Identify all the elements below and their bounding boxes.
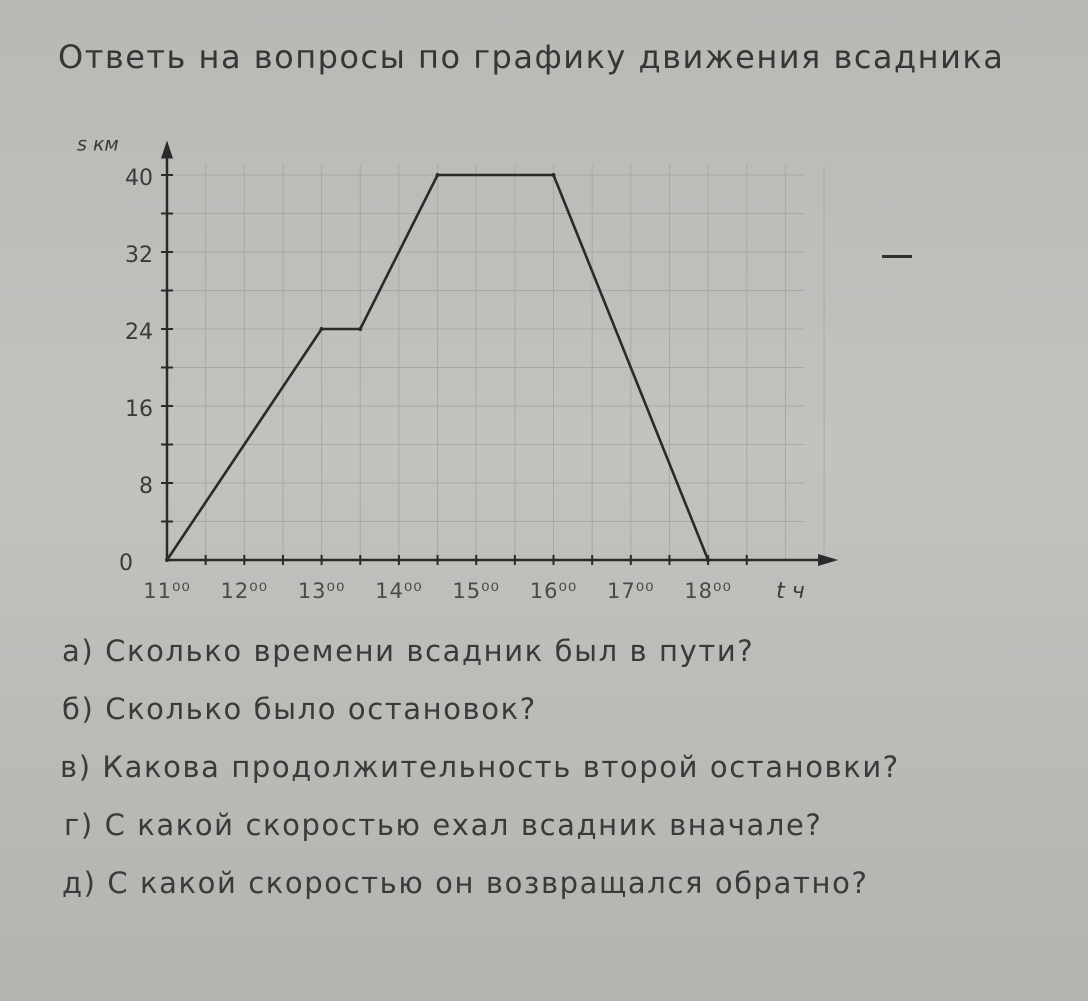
x-axis-label: t ч — [776, 579, 805, 604]
series-point — [358, 327, 362, 331]
y-tick-label: 8 — [139, 474, 153, 499]
y-axis-label: s км — [77, 133, 119, 156]
x-tick-label: 11⁰⁰ — [143, 579, 191, 603]
question-d: г) С какой скоростью ехал всадник вначале? — [64, 808, 823, 842]
series-point — [706, 558, 710, 562]
question-a: а) Сколько времени всадник был в пути? — [62, 634, 755, 668]
series-point — [165, 558, 169, 562]
x-tick-label: 16⁰⁰ — [529, 579, 578, 603]
y-tick-label: 16 — [125, 397, 153, 422]
y-tick-label: 0 — [119, 551, 133, 576]
series-point — [552, 173, 556, 177]
question-e: д) С какой скоростью он возвращался обратно? — [62, 866, 869, 900]
series-point — [320, 327, 324, 331]
questions-list — [62, 622, 1062, 912]
y-tick-label: 32 — [125, 243, 153, 268]
y-axis-arrow — [161, 141, 173, 159]
x-tick-label: 17⁰⁰ — [607, 579, 655, 603]
x-axis-arrow — [818, 554, 838, 566]
x-tick-label: 18⁰⁰ — [684, 579, 732, 603]
y-tick-label: 40 — [125, 166, 153, 191]
x-tick-label: 13⁰⁰ — [297, 579, 346, 603]
x-tick-label: 12⁰⁰ — [220, 579, 269, 603]
question-b: б) Сколько было остановок? — [62, 692, 537, 726]
x-tick-label: 14⁰⁰ — [375, 579, 423, 603]
stray-dash-mark — [882, 255, 912, 258]
task-title: Ответь на вопросы по графику движения всадника — [58, 38, 1005, 76]
series-point — [436, 173, 440, 177]
x-tick-label: 15⁰⁰ — [452, 579, 500, 603]
y-tick-label: 24 — [125, 320, 153, 345]
question-c: в) Какова продолжительность второй остановки? — [60, 750, 900, 784]
